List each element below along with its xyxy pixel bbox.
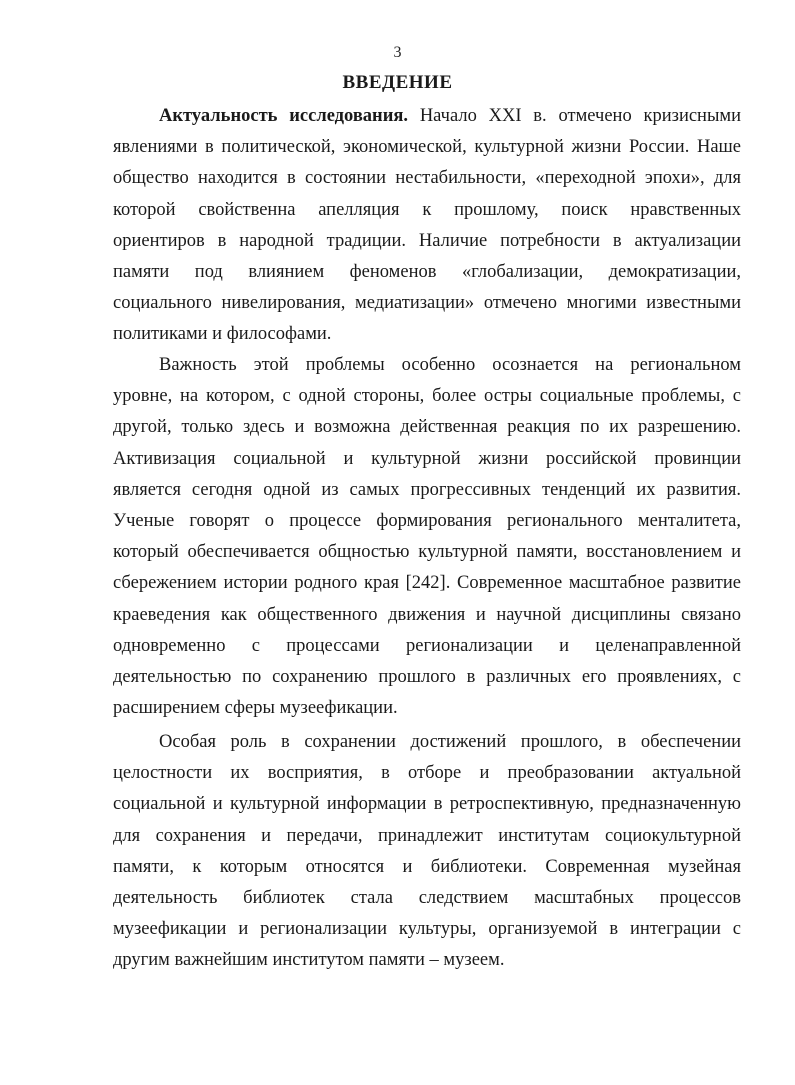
- paragraph-relevance: [113, 101, 741, 351]
- page-number: 3: [393, 44, 402, 61]
- paragraph-memory-institutions: [113, 727, 741, 977]
- text-line: целостности их восприятия, в отборе и преобразовании актуальной: [113, 763, 741, 784]
- text-line: для сохранения и передачи, принадлежит институтам социокультурной: [113, 825, 741, 846]
- text-line: Активизация социальной и культурной жизни российской провинции: [113, 448, 741, 469]
- text-line: политиками и философами.: [113, 324, 332, 345]
- text-line: является сегодня одной из самых прогрессивных тенденций их развития.: [113, 479, 741, 500]
- text-line: Актуальность исследования. Начало XXI в. отмечено кризисными: [159, 106, 741, 126]
- text-line: деятельность библиотек стала следствием масштабных процессов: [113, 887, 741, 908]
- text-line: памяти под влиянием феноменов «глобализации, демократизации,: [113, 261, 741, 282]
- text-line: уровне, на котором, с одной стороны, более остры социальные проблемы, с: [113, 386, 741, 407]
- text-line: другим важнейшим институтом памяти – музеем.: [113, 950, 505, 971]
- section-heading: ВВЕДЕНИЕ: [342, 72, 453, 93]
- text-line: Важность этой проблемы особенно осознается на региональном: [159, 355, 741, 375]
- text-line: ориентиров в народной традиции. Наличие потребности в актуализации: [113, 230, 741, 251]
- text-line: музеефикации и регионализации культуры, организуемой в интеграции с: [113, 919, 741, 940]
- text-line: памяти, к которым относятся и библиотеки. Современная музейная: [113, 856, 741, 877]
- paragraph-regional-level: [113, 350, 741, 724]
- text-line: социальной и культурной информации в ретроспективную, предназначенную: [113, 794, 741, 815]
- text-line: Особая роль в сохранении достижений прошлого, в обеспечении: [159, 732, 741, 752]
- text-line: одновременно с процессами регионализации и целенаправленной: [113, 635, 741, 656]
- text-line: который обеспечивается общностью культурной памяти, восстановлением и: [113, 542, 741, 563]
- text-line: явлениями в политической, экономической, культурной жизни России. Наше: [113, 137, 741, 158]
- text-line: которой свойственна апелляция к прошлому, поиск нравственных: [113, 199, 741, 220]
- text-line: социального нивелирования, медиатизации» отмечено многими известными: [113, 293, 741, 314]
- text-line: другой, только здесь и возможна действенная реакция по их разрешению.: [113, 417, 741, 438]
- text-line: общество находится в состоянии нестабильности, «переходной эпохи», для: [113, 168, 741, 189]
- text-line: Ученые говорят о процессе формирования регионального менталитета,: [113, 510, 741, 531]
- text-line: краеведения как общественного движения и научной дисциплины связано: [113, 604, 741, 625]
- text-line: деятельностью по сохранению прошлого в различных его проявлениях, с: [113, 666, 741, 687]
- text-line: расширением сферы музеефикации.: [113, 698, 398, 719]
- lead-term: Актуальность исследования.: [159, 106, 409, 126]
- text-line: сбережением истории родного края [242]. Современное масштабное развитие: [113, 573, 741, 594]
